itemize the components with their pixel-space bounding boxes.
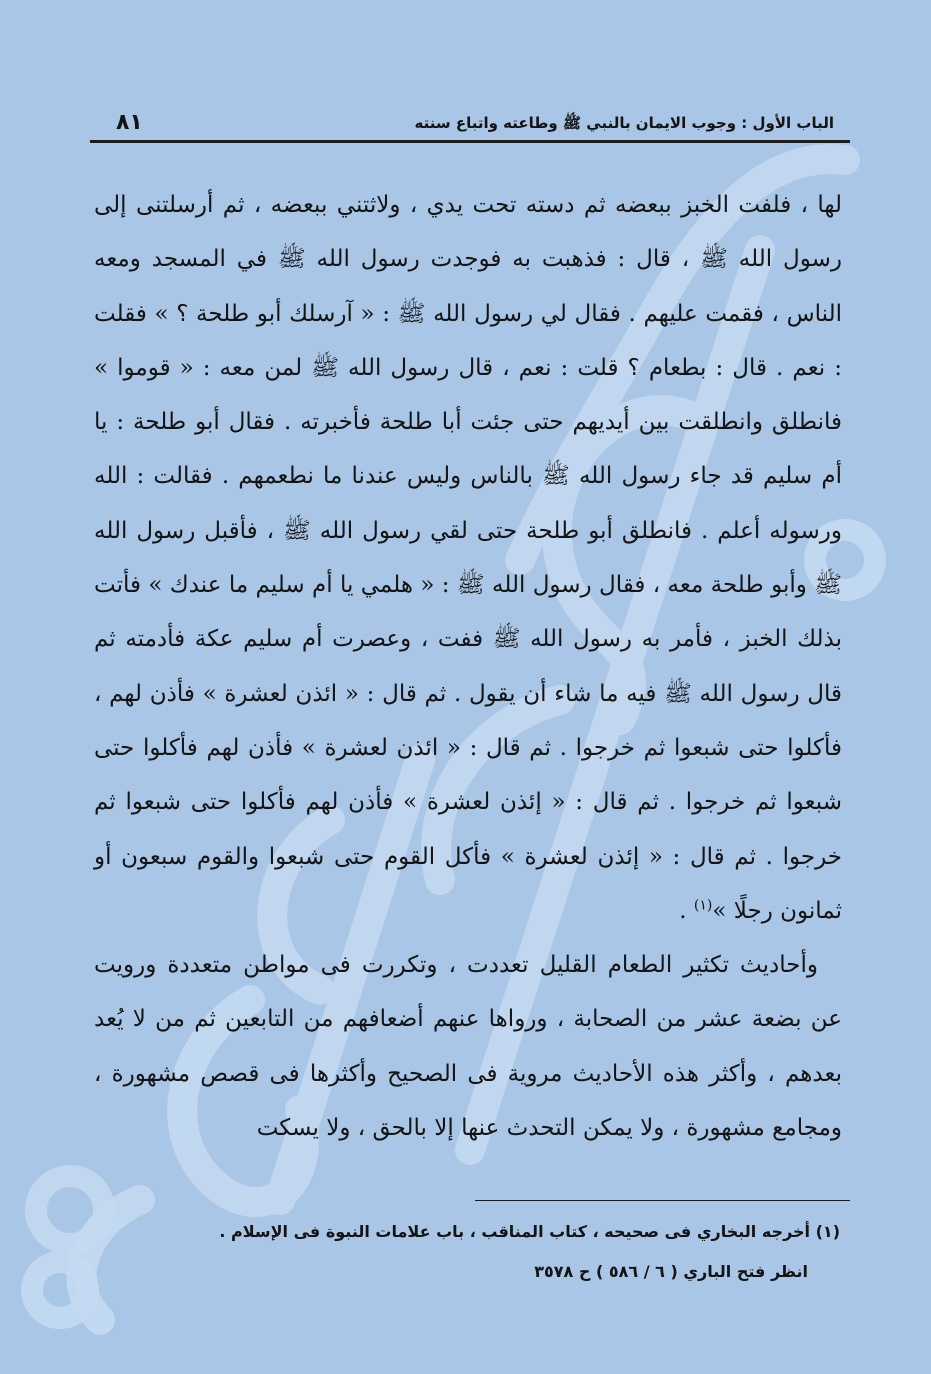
running-head <box>90 110 850 138</box>
paragraph-commentary: وأحاديث تكثير الطعام القليل تعددت ، وتكررت فى مواطن متعددة ورويت عن بضعة عشر من الصحابة ، ورواها عنهم أضعافهم من التابعين ثم من لا يُعد بعدهم ، وأكثر هذه الأحاديث مروية فى الصحيح وأكثرها فى قصص مشهورة ، ومجامع مشهورة ، ولا يمكن التحدث عنها إلا بالحق ، ولا يسكت <box>94 952 842 1142</box>
book-page <box>90 96 850 1326</box>
running-title: الباب الأول : وجوب الايمان بالنبي ﷺ وطاعته واتباع سنته <box>414 114 834 132</box>
paragraph-hadith-text: لها ، فلفت الخبز ببعضه ثم دسته تحت يدي ، ولاثتني ببعضه ، ثم أرسلتنى إلى رسول الله ﷺ ، قال : فذهبت به فوجدت رسول الله ﷺ في المسجد ومعه الناس ، فقمت عليهم . فقال لي رسول الله ﷺ : « آرسلك أبو طلحة ؟ » فقلت : نعم . قال : بطعام ؟ قلت : نعم ، قال رسول الله ﷺ لمن معه : « قوموا » فانطلق وانطلقت بين أيديهم حتى جئت أبا طلحة فأخبرته . فقال أبو طلحة : يا أم سليم قد جاء رسول الله ﷺ بالناس وليس عندنا ما نطعمهم . فقالت : الله ورسوله أعلم . فانطلق أبو طلحة حتى لقي رسول الله ﷺ ، فأقبل رسول الله ﷺ وأبو طلحة معه ، فقال رسول الله ﷺ : « هلمي يا أم سليم ما عندك » فأتت بذلك الخبز ، فأمر به رسول الله ﷺ ففت ، وعصرت أم سليم عكة فأدمته ثم قال رسول الله ﷺ فيه ما شاء أن يقول . ثم قال : « ائذن لعشرة » فأذن لهم ، فأكلوا حتى شبعوا ثم خرجوا . ثم قال : « ائذن لعشرة » فأذن لهم فأكلوا حتى شبعوا ثم خرجوا . ثم قال : « إئذن لعشرة » فأذن لهم فأكلوا حتى شبعوا ثم خرجوا . ثم قال : « إئذن لعشرة » فأكل القوم حتى شبعوا والقوم سبعون أو ثمانون رجلًا » <box>94 192 842 924</box>
footnote-1-reference: انظر فتح الباري ( ٦ / ٥٨٦ ) ح ٣٥٧٨ <box>534 1262 808 1281</box>
body-text <box>94 178 842 1155</box>
footnote-1: (١) أخرجه البخاري فى صحيحه ، كتاب المناقب ، باب علامات النبوة فى الإسلام . <box>219 1222 840 1241</box>
page-number: ٨١ <box>116 110 143 135</box>
footnote-rule <box>475 1200 850 1201</box>
paragraph-hadith-end: . <box>679 897 694 924</box>
footnotes <box>110 1212 840 1292</box>
paragraph-hadith <box>94 178 842 938</box>
footnote-marker: (١) <box>693 897 713 914</box>
header-rule <box>90 140 850 143</box>
